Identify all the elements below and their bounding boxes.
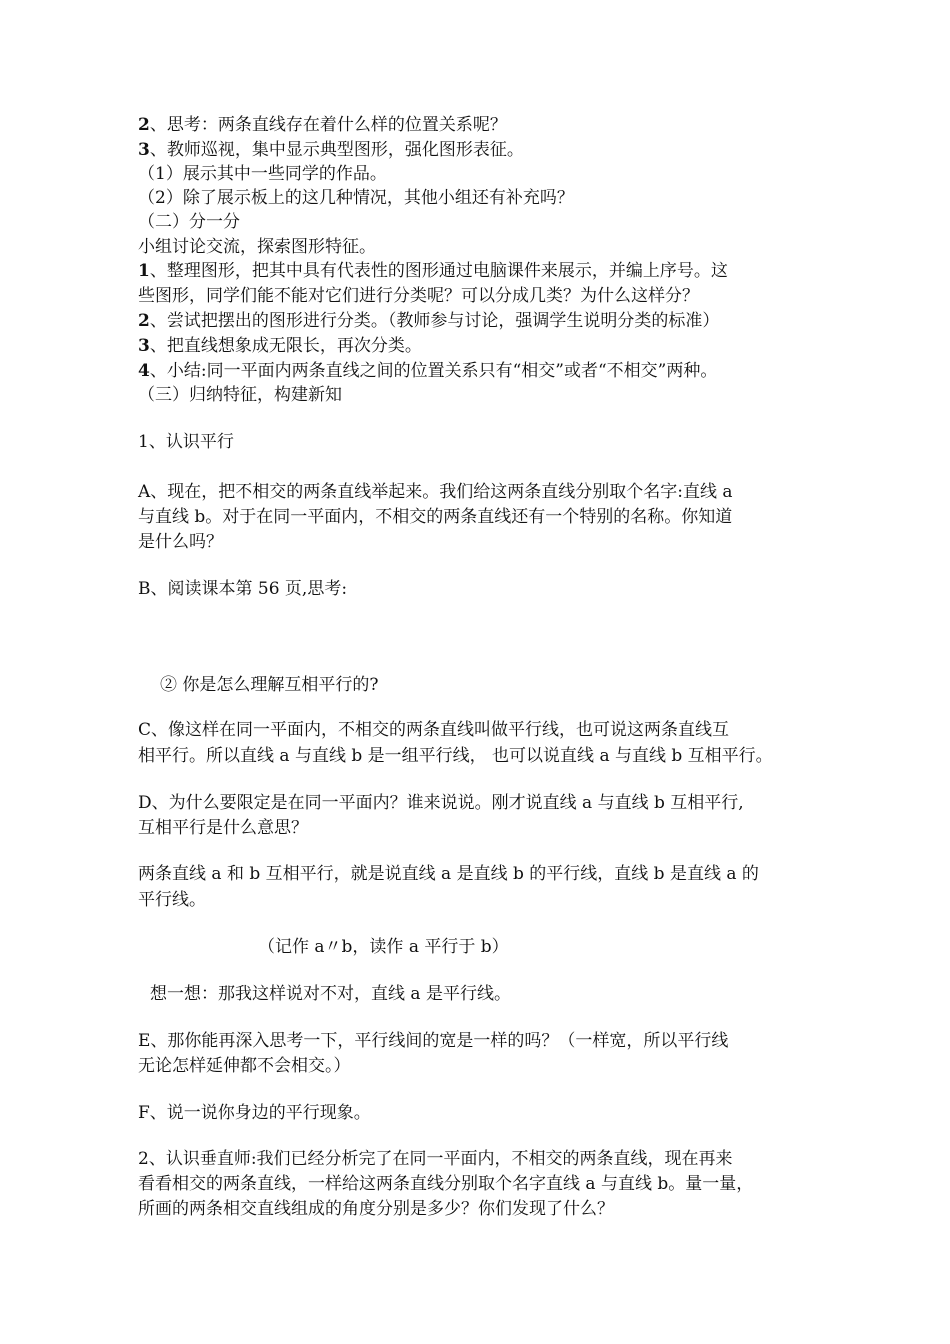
para-f: F、说一说你身边的平行现象。: [138, 1103, 371, 1123]
para-b: B、阅读课本第 56 页,思考:: [138, 579, 348, 599]
line-show-works: （1）展示其中一些同学的作品。: [138, 164, 387, 184]
line-think-it-over: 想一想：那我这样说对不对，直线 a 是平行线。: [150, 984, 511, 1004]
notation-parallel: （记作 a〃b，读作 a 平行于 b）: [258, 937, 509, 957]
para-a-line2: 与直线 b。对于在同一平面内，不相交的两条直线还有一个特别的名称。你知道: [138, 507, 733, 527]
para-perpendicular-line2: 看看相交的两条直线，一样给这两条直线分别取个名字直线 a 与直线 b。量一量，: [138, 1174, 754, 1194]
para-perpendicular-line3: 所画的两条相交直线组成的角度分别是多少？你们发现了什么？: [138, 1199, 614, 1219]
line-summary: 4、小结:同一平面内两条直线之间的位置关系只有“相交”或者“不相交”两种。: [138, 361, 718, 381]
line-group-discussion: 小组讨论交流，探索图形特征。: [138, 237, 376, 257]
para-a-line1: A、现在，把不相交的两条直线举起来。我们给这两条直线分别取个名字:直线 a: [138, 482, 733, 502]
line-other-groups: （2）除了展示板上的这几种情况，其他小组还有补充吗？: [138, 188, 574, 208]
section-heading-induce: （三）归纳特征，构建新知: [138, 385, 342, 405]
line-teacher-patrol: 3、教师巡视，集中显示典型图形，强化图形表征。: [138, 140, 524, 160]
para-e-line1: E、那你能再深入思考一下，平行线间的宽是一样的吗？（一样宽，所以平行线: [138, 1031, 729, 1051]
para-c-line1: C、像这样在同一平面内，不相交的两条直线叫做平行线，也可说这两条直线互: [138, 720, 730, 740]
para-e-line2: 无论怎样延伸都不会相交。）: [138, 1056, 351, 1076]
para-perpendicular-line1: 2、认识垂直师:我们已经分析完了在同一平面内，不相交的两条直线，现在再来: [138, 1149, 733, 1169]
line-infinite-lines: 3、把直线想象成无限长，再次分类。: [138, 336, 422, 356]
para-d-line1: D、为什么要限定是在同一平面内？谁来说说。刚才说直线 a 与直线 b 互相平行,: [138, 793, 744, 813]
line-organize-figures: 1、整理图形，把其中具有代表性的图形通过电脑课件来展示，并编上序号。这: [138, 261, 728, 281]
para-parallel-def-line2: 平行线。: [138, 890, 206, 910]
line-think-relation: 2、思考：两条直线存在着什么样的位置关系呢？: [138, 115, 507, 135]
line-organize-figures-cont: 些图形，同学们能不能对它们进行分类呢？可以分成几类？为什么这样分？: [138, 286, 699, 306]
question-understand-parallel: ② 你是怎么理解互相平行的?: [160, 675, 379, 695]
para-parallel-def-line1: 两条直线 a 和 b 互相平行，就是说直线 a 是直线 b 的平行线，直线 b 是直线 a 的: [138, 864, 759, 884]
para-a-line3: 是什么吗？: [138, 532, 223, 552]
line-try-classify: 2、尝试把摆出的图形进行分类。（教师参与讨论，强调学生说明分类的标准）: [138, 311, 720, 331]
heading-know-parallel: 1、认识平行: [138, 432, 234, 452]
section-heading-classify: （二）分一分: [138, 212, 240, 232]
para-c-line2: 相平行。所以直线 a 与直线 b 是一组平行线， 也可以说直线 a 与直线 b 互相平行。: [138, 746, 773, 766]
para-d-line2: 互相平行是什么意思？: [138, 818, 308, 838]
